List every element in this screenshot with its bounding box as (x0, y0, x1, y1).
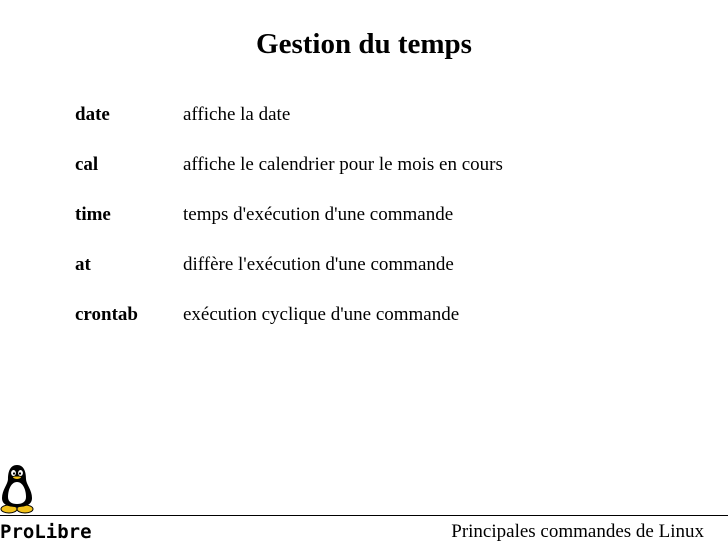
footer-subject: Principales commandes de Linux (451, 521, 704, 542)
slide-title: Gestion du temps (256, 28, 472, 60)
command-name: time (75, 204, 111, 225)
command-description: affiche la date (183, 104, 291, 125)
tux-penguin-icon (0, 462, 34, 514)
command-name: at (75, 254, 91, 275)
command-description: exécution cyclique d'une commande (183, 304, 460, 325)
command-description: temps d'exécution d'une commande (183, 204, 454, 225)
footer-brand: ProLibre (0, 521, 92, 543)
command-description: diffère l'exécution d'une commande (183, 254, 454, 275)
command-name: cal (75, 154, 99, 175)
command-name: crontab (75, 304, 138, 325)
footer-divider (0, 515, 728, 516)
command-name: date (75, 104, 110, 125)
command-description: affiche le calendrier pour le mois en cours (183, 154, 503, 175)
